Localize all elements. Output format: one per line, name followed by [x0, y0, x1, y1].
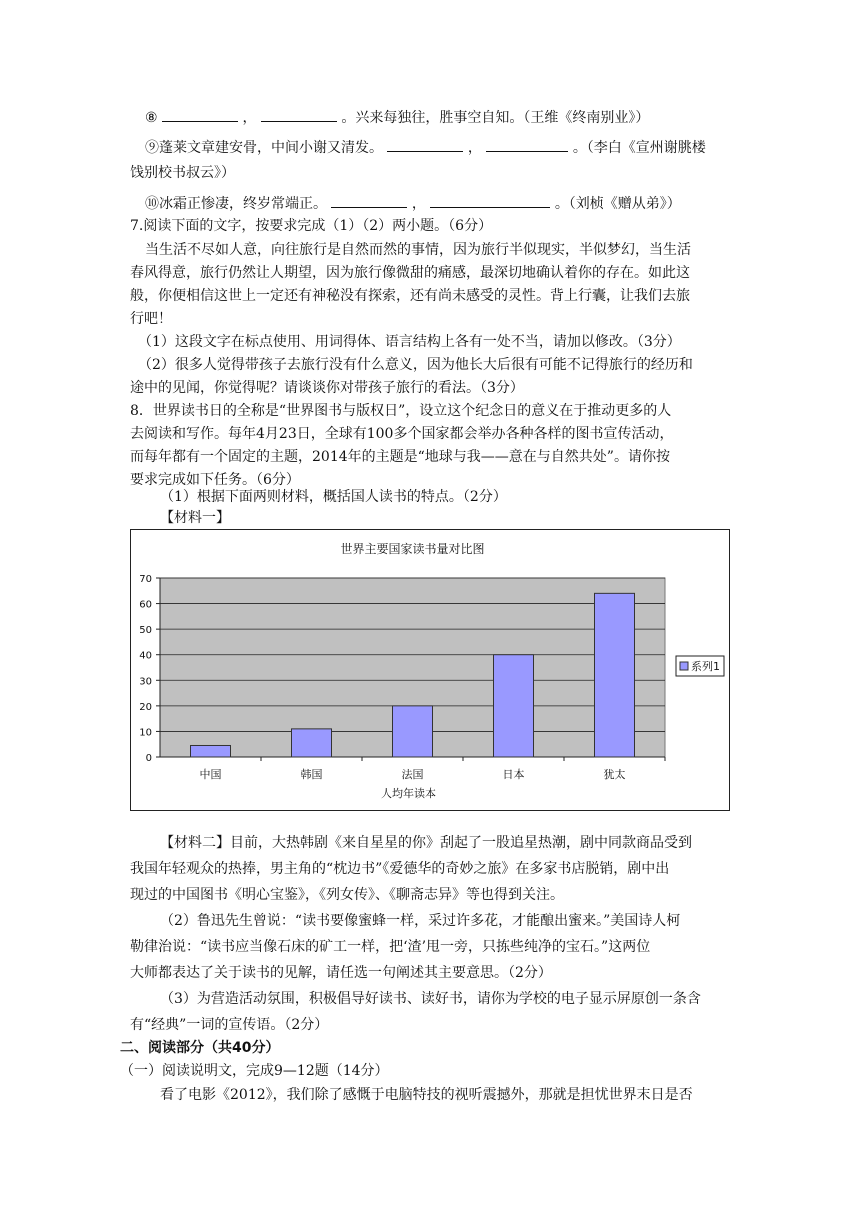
answer-blank[interactable] [261, 107, 337, 122]
question-8-line: 去阅读和写作。每年4月23日，全球有100多个国家都会举办各种各样的图书宣传活动， [130, 426, 674, 442]
y-tick-label: 20 [139, 701, 152, 713]
section-2-sub-heading: （一）阅读说明文，完成9—12题（14分） [120, 1063, 389, 1079]
poem-line-9 [145, 137, 706, 158]
y-tick-label: 60 [139, 599, 152, 611]
bar-4 [494, 655, 534, 757]
bar-2 [292, 729, 332, 757]
legend-label: 系列1 [691, 660, 720, 673]
question-7-title: 7.阅读下面的文字，按要求完成（1）（2）两小题。（6分） [130, 218, 493, 234]
poem-head: ⑨蓬莱文章建安骨，中间小谢又清发。 [145, 140, 383, 156]
poem-tail: 。兴来每独往，胜事空自知。（王维《终南别业》） [341, 110, 650, 126]
q8-subquestion-2-cont: 大师都表达了关于读书的见解，请任选一句阐述其主要意思。（2分） [130, 965, 552, 981]
x-tick-label: 法国 [401, 768, 424, 781]
separator: ， [411, 196, 426, 212]
poem-head: ⑩冰霜正惨凄，终岁常端正。 [145, 196, 327, 212]
bar-5 [595, 593, 635, 757]
q8-subquestion-3-cont: 有“经典”一词的宣传语。（2分） [130, 1017, 329, 1033]
legend-swatch [680, 662, 688, 670]
x-axis-label: 人均年读本 [381, 787, 436, 800]
y-tick-label: 70 [139, 574, 152, 585]
material-2-line: 【材料二】目前，大热韩剧《来自星星的你》刮起了一股追星热潮，剧中同款商品受到 [160, 835, 692, 851]
q7-subquestion-2: （2）很多人觉得带孩子去旅行没有什么意义，因为他长大后很有可能不记得旅行的经历和 [138, 357, 693, 373]
q7-subquestion-1: （1）这段文字在标点使用、用词得体、语言结构上各有一处不当，请加以修改。（3分） [138, 334, 681, 350]
q7-passage-line: 行吧！ [130, 311, 172, 327]
y-tick-label: 10 [139, 727, 152, 739]
q8-subquestion-2: （2）鲁迅先生曾说：“读书要像蜜蜂一样，采过许多花，才能酿出蜜来。”美国诗人柯 [160, 913, 681, 929]
q7-passage-line: 当生活不尽如人意，向往旅行是自然而然的事情，因为旅行半似现实，半似梦幻，当生活 [145, 242, 691, 258]
poem-tail: 。（李白《宣州谢朓楼 [572, 140, 706, 156]
material-2-line: 我国年轻观众的热捧，男主角的“枕边书”《爱德华的奇妙之旅》在多家书店脱销，剧中出 [130, 861, 670, 877]
section-2-heading: 二、阅读部分（共40分） [120, 1040, 280, 1056]
material-2-line: 现过的中国图书《明心宝鉴》，《列女传》、《聊斋志异》等也得到关注。 [130, 887, 564, 903]
q8-subquestion-1: （1）根据下面两则材料，概括国人读书的特点。（2分） [160, 489, 507, 505]
y-tick-label: 30 [139, 676, 152, 688]
separator: ， [467, 140, 482, 156]
chart-title: 世界主要国家读书量对比图 [340, 542, 485, 556]
poem-line-9-cont: 饯别校书叔云》） [130, 165, 235, 181]
x-tick-label: 中国 [199, 768, 222, 781]
question-8-line: 8．世界读书日的全称是“世界图书与版权日”，设立这个纪念日的意义在于推动更多的人 [130, 403, 672, 419]
y-tick-label: 0 [145, 753, 152, 764]
answer-blank[interactable] [162, 107, 238, 122]
x-tick-label: 犹太 [603, 768, 626, 781]
x-tick-label: 日本 [502, 768, 525, 781]
bar-chart [130, 529, 730, 811]
bar-3 [393, 706, 433, 757]
answer-blank[interactable] [387, 137, 463, 152]
q8-subquestion-3: （3）为营造活动氛围，积极倡导好读书、读好书，请你为学校的电子显示屏原创一条含 [160, 991, 701, 1007]
chart-canvas [131, 530, 729, 810]
y-tick-label: 50 [139, 625, 152, 637]
item-number: ⑧ [145, 110, 158, 126]
q8-subquestion-2-cont: 勒律治说：“读书应当像石床的矿工一样，把‘渣’甩一旁，只拣些纯净的宝石。”这两位 [130, 939, 651, 955]
q7-subquestion-2-cont: 途中的见闻，你觉得呢？请谈谈你对带孩子旅行的看法。（3分） [130, 380, 524, 396]
poem-line-10 [145, 193, 681, 214]
question-8-line: 而每年都有一个固定的主题，2014年的主题是“地球与我——意在与自然共处”。请你按 [130, 449, 670, 465]
q7-passage-line: 春风得意，旅行仍然让人期望，因为旅行像微甜的痛感，最深切地确认着你的存在。如此这 [130, 265, 690, 281]
separator: ， [242, 110, 257, 126]
material-1-label: 【材料一】 [160, 510, 230, 526]
bar-1 [191, 745, 231, 757]
answer-blank[interactable] [430, 193, 550, 208]
answer-blank[interactable] [486, 137, 568, 152]
q7-passage-line: 般，你便相信这世上一定还有神秘没有探索，还有尚未感受的灵性。背上行囊，让我们去旅 [130, 288, 690, 304]
question-8-line: 要求完成如下任务。（6分） [130, 472, 300, 488]
x-tick-label: 韩国 [300, 768, 323, 781]
passage-first-line: 看了电影《2012》，我们除了感慨于电脑特技的视听震撼外，那就是担忧世界末日是否 [160, 1087, 693, 1103]
answer-blank[interactable] [331, 193, 407, 208]
y-tick-label: 40 [139, 650, 152, 662]
poem-tail: 。（刘桢《赠从弟》） [554, 196, 681, 212]
poem-line-8 [145, 107, 649, 128]
